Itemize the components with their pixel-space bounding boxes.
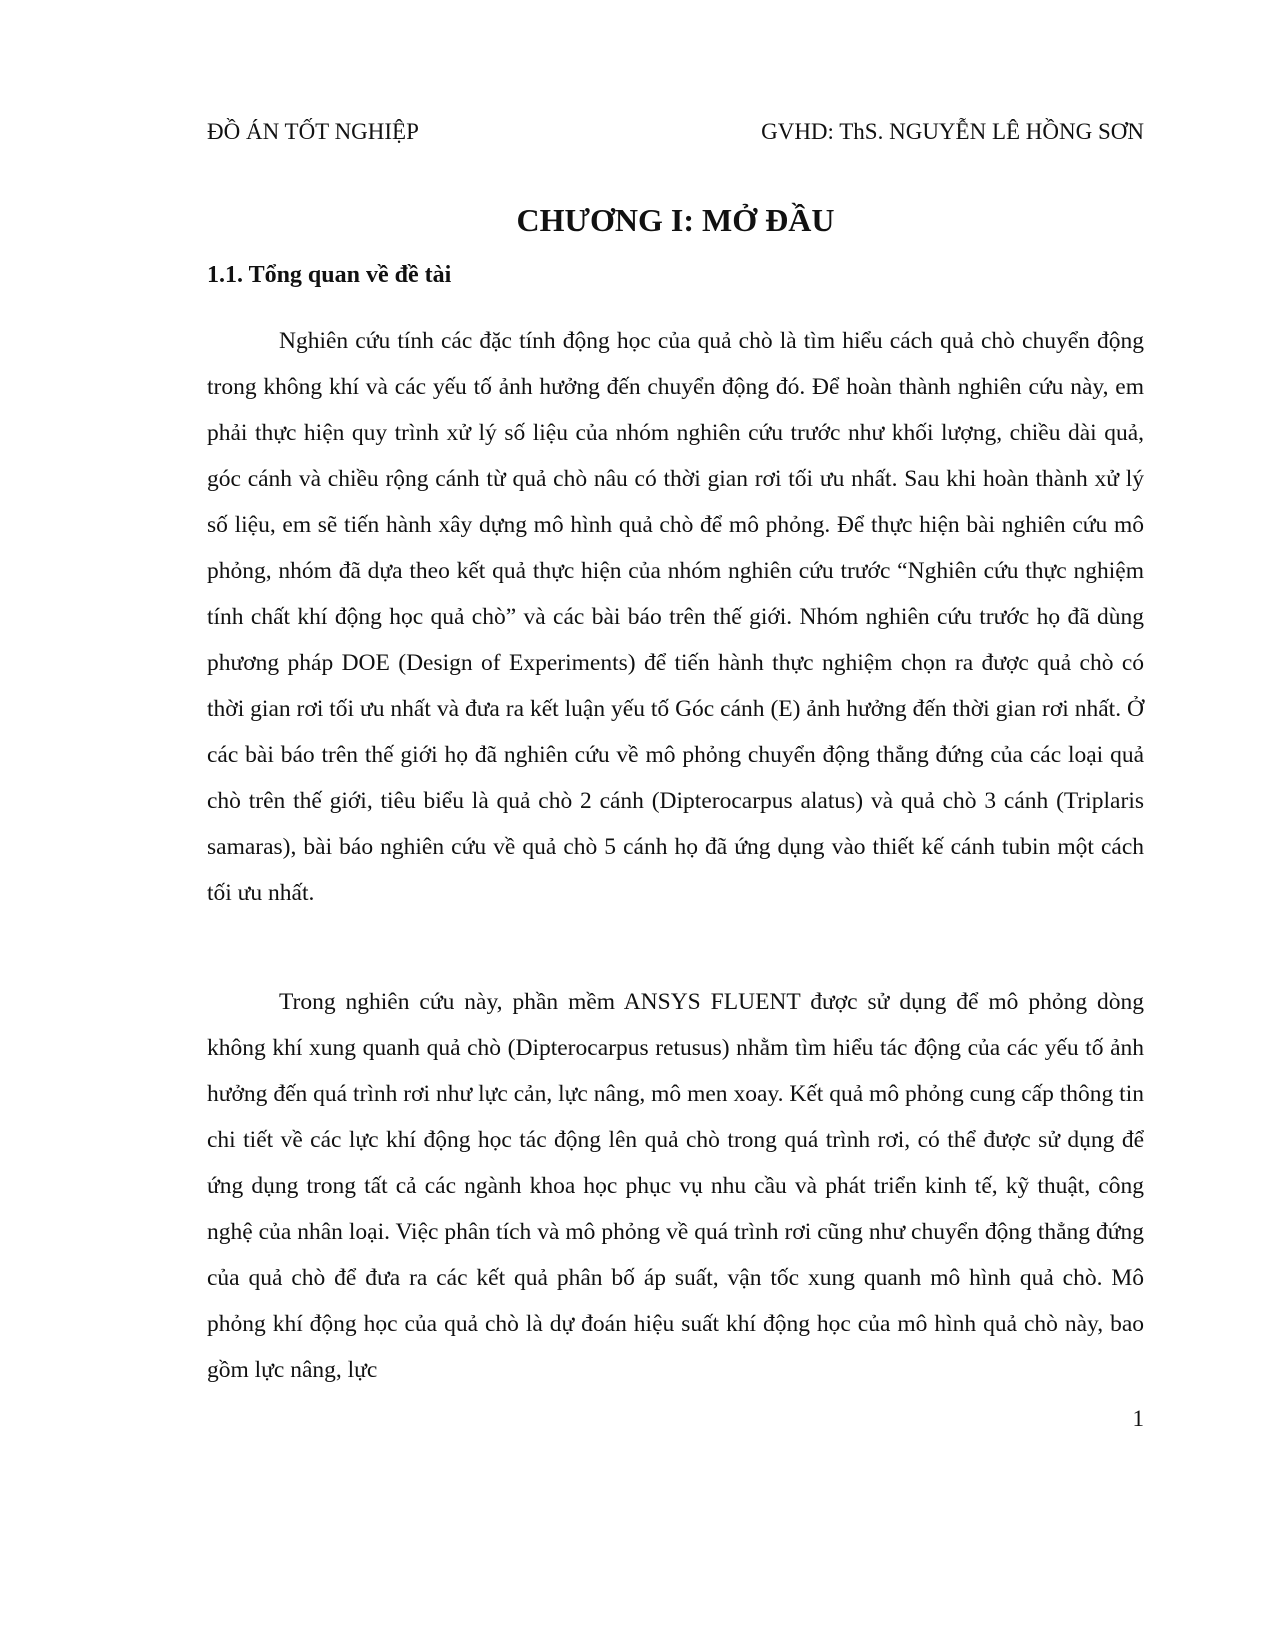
body-paragraph-2: Trong nghiên cứu này, phần mềm ANSYS FLUENT được sử dụng để mô phỏng dòng không khí xung quanh quả chò (Dipterocarpus retusus) nhằm tìm hiểu tác động của các yếu tố ảnh hưởng đến quá trình rơi như lực cản, lực nâng, mô men xoay. Kết quả mô phỏng cung cấp thông tin chi tiết về các lực khí động học tác động lên quả chò trong quá trình rơi, có thể được sử dụng để ứng dụng trong tất cả các ngành khoa học phục vụ nhu cầu và phát triển kinh tế, kỹ thuật, công nghệ của nhân loại. Việc phân tích và mô phỏng về quá trình rơi cũng như chuyển động thẳng đứng của quả chò để đưa ra các kết quả phân bố áp suất, vận tốc xung quanh mô hình quả chò. Mô phỏng khí động học của quả chò là dự đoán hiệu suất khí động học của mô hình quả chò này, bao gồm lực nâng, lực <box>207 989 1144 1383</box>
page-header <box>207 116 1144 148</box>
header-advisor-label: GVHD: ThS. NGUYỄN LÊ HỒNG SƠN <box>761 119 1144 144</box>
body-paragraph-1: Nghiên cứu tính các đặc tính động học của quả chò là tìm hiểu cách quả chò chuyển động trong không khí và các yếu tố ảnh hưởng đến chuyển động đó. Để hoàn thành nghiên cứu này, em phải thực hiện quy trình xử lý số liệu của nhóm nghiên cứu trước như khối lượng, chiều dài quả, góc cánh và chiều rộng cánh từ quả chò nâu có thời gian rơi tối ưu nhất. Sau khi hoàn thành xử lý số liệu, em sẽ tiến hành xây dựng mô hình quả chò để mô phỏng. Để thực hiện bài nghiên cứu mô phỏng, nhóm đã dựa theo kết quả thực hiện của nhóm nghiên cứu trước “Nghiên cứu thực nghiệm tính chất khí động học quả chò” và các bài báo trên thế giới. Nhóm nghiên cứu trước họ đã dùng phương pháp DOE (Design of Experiments) để tiến hành thực nghiệm chọn ra được quả chò có thời gian rơi tối ưu nhất và đưa ra kết luận yếu tố Góc cánh (E) ảnh hưởng đến thời gian rơi nhất. Ở các bài báo trên thế giới họ đã nghiên cứu về mô phỏng chuyển động thẳng đứng của các loại quả chò trên thế giới, tiêu biểu là quả chò 2 cánh (Dipterocarpus alatus) và quả chò 3 cánh (Triplaris samaras), bài báo nghiên cứu về quả chò 5 cánh họ đã ứng dụng vào thiết kế cánh tubin một cách tối ưu nhất. <box>207 328 1144 906</box>
page-number: 1 <box>1132 1406 1144 1431</box>
chapter-title: CHƯƠNG I: MỞ ĐẦU <box>516 202 835 238</box>
section-heading: 1.1. Tổng quan về đề tài <box>207 262 452 288</box>
header-thesis-label: ĐỒ ÁN TỐT NGHIỆP <box>207 119 419 144</box>
